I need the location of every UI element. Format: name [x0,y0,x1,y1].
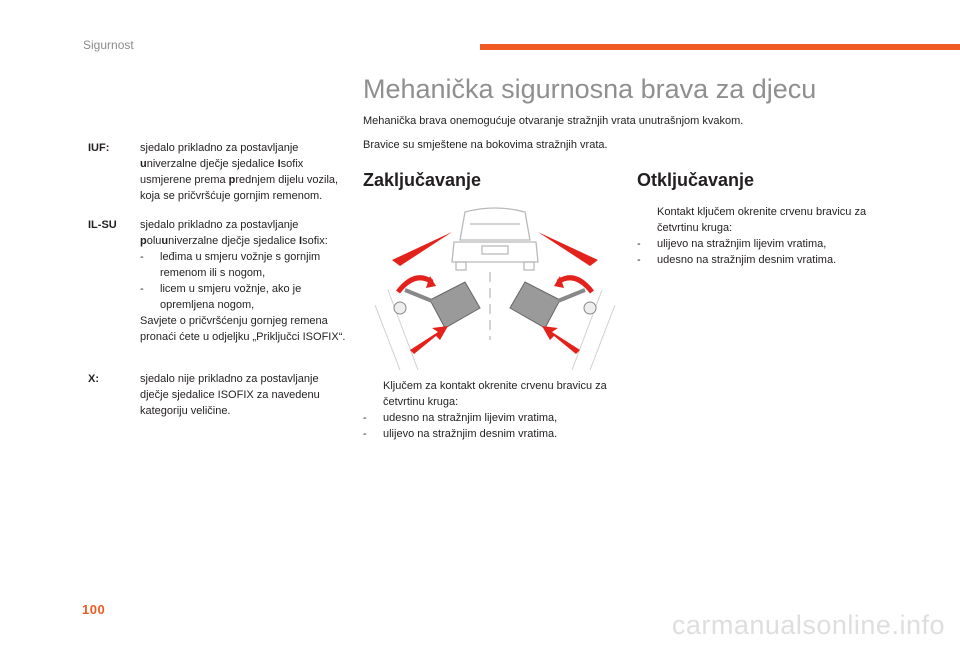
definition-x [88,371,348,419]
intro-paragraph: Mehanička brava onemogućuje otvaranje stražnjih vrata unutrašnjom kvakom. [363,115,744,127]
page-title: Mehanička sigurnosna brava za djecu [363,74,817,104]
child-lock-illustration [370,200,620,375]
left-arrow-wedge [392,232,452,266]
lock-item: - udesno na stražnjim lijevim vratima, [363,412,558,424]
definition-term: IL-SU [88,219,117,231]
page-number: 100 [82,602,106,617]
bullet-icon [637,204,657,236]
definition-text: sjedalo prikladno za postavljanje univerzalne dječje sjedalice Isofix usmjerene prema prednjem dijelu vozila, koja se pričvršćuje gornjim remenom. [140,142,339,202]
key-icon-left [394,282,480,328]
unlock-heading: Otključavanje [637,170,755,190]
definition-dash-item: - leđima u smjeru vožnje s gornjim remenom ili s nogom, [140,251,321,279]
definition-note: Savjete o pričvršćenju gornjeg remena pronaći ćete u odjeljku „Priključci ISOFIX“. [140,315,346,343]
car-rear-icon [452,208,538,270]
bullet-icon [363,378,383,410]
lock-heading: Zaključavanje [363,170,482,190]
unlock-instruction-text: Kontakt ključem okrenite crvenu bravicu za četvrtinu kruga: [657,206,867,234]
section-title: Sigurnost [83,38,134,52]
unlock-item: - udesno na stražnjim desnim vratima. [637,254,837,266]
unlock-item: - ulijevo na stražnjim lijevim vratima, [637,238,827,250]
definition-term: IUF: [88,142,110,154]
rotate-arrow-left-icon [398,278,432,292]
definition-text: sjedalo nije prikladno za postavljanje dječje sjedalice ISOFIX za navedenu kategoriju veličine. [140,373,320,417]
lock-item: - ulijevo na stražnjim desnim vratima. [363,428,558,440]
door-edge-lines [375,290,615,370]
definition-iuf [88,140,348,204]
insert-arrow-right-icon [542,326,580,354]
lock-instructions [363,378,623,442]
definition-x-block [88,371,348,419]
definition-text: sjedalo prikladno za postavljanje poluuniverzalne dječje sjedalice Isofix: - leđima u smjeru vožnje s gornjim remenom ili s nogom, - licem u smjeru vožnje, ako je opremljena nogom, Savjete o pričvršćenju gornjeg remena pronaći ćete u odjeljku „Priključci ISOFIX“. [140,217,348,345]
definition-il-su-block [88,217,348,345]
definition-term: X: [88,373,99,385]
insert-arrow-left-icon [410,326,448,354]
watermark: carmanualsonline.info [671,610,945,640]
right-arrow-wedge [538,232,598,266]
unlock-instructions [637,204,897,268]
definition-il-su [88,217,348,345]
rotate-arrow-right-icon [558,278,592,292]
header-accent-bar [480,44,960,50]
key-icon-right [510,282,596,328]
definition-dash-item: - licem u smjeru vožnje, ako je opremljena nogom, [140,283,302,311]
intro-paragraph-2: Bravice su smještene na bokovima stražnjih vrata. [363,139,608,151]
isofix-definitions [88,140,348,204]
lock-instruction-text: Ključem za kontakt okrenite crvenu bravicu za četvrtinu kruga: [383,380,607,408]
